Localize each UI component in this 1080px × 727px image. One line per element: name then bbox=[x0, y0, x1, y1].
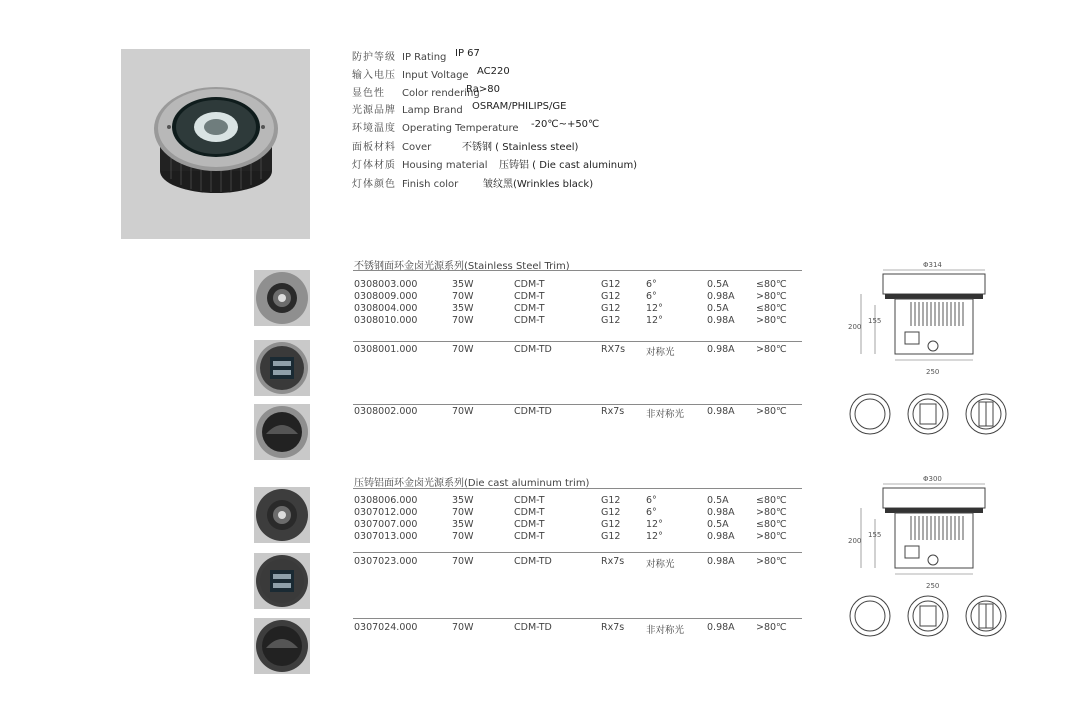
table-cell: ≤80℃ bbox=[756, 519, 787, 530]
product-thumbnail bbox=[254, 340, 310, 396]
spec-value: -20℃~+50℃ bbox=[531, 119, 600, 130]
table-cell: CDM-T bbox=[514, 279, 545, 290]
product-thumbnail bbox=[254, 487, 310, 543]
product-thumbnail bbox=[254, 270, 310, 326]
spec-label-cn: 输入电压 bbox=[352, 70, 396, 81]
product-thumbnail bbox=[254, 553, 310, 609]
spec-label-cn: 显色性 bbox=[352, 88, 385, 99]
table-cell: >80℃ bbox=[756, 291, 787, 302]
spec-row bbox=[352, 101, 463, 116]
table-cell: G12 bbox=[601, 519, 621, 530]
group-divider bbox=[353, 552, 802, 553]
table-cell: 0.98A bbox=[707, 406, 735, 417]
section-title: 压铸铝面环金卤光源系列(Die cast aluminum trim) bbox=[354, 478, 590, 489]
spec-value: IP 67 bbox=[455, 48, 480, 59]
spec-value: 压铸铝 ( Die cast aluminum) bbox=[499, 160, 638, 171]
spec-label-en: Housing material bbox=[402, 160, 488, 171]
dimension-label-height: 200 bbox=[848, 537, 862, 545]
front-view-drawings bbox=[848, 392, 1013, 438]
table-cell: 35W bbox=[452, 303, 474, 314]
group-divider bbox=[353, 404, 802, 405]
table-cell: Rx7s bbox=[601, 406, 625, 417]
spec-label-en: Operating Temperature bbox=[402, 123, 519, 134]
table-cell: Rx7s bbox=[601, 556, 625, 567]
table-cell: 0308002.000 bbox=[354, 406, 418, 417]
table-cell: CDM-T bbox=[514, 303, 545, 314]
table-cell: >80℃ bbox=[756, 622, 787, 633]
group-divider bbox=[353, 618, 802, 619]
table-cell: 70W bbox=[452, 344, 474, 355]
dimension-label-height: 200 bbox=[848, 323, 862, 331]
table-cell: CDM-TD bbox=[514, 344, 552, 355]
table-cell: CDM-TD bbox=[514, 622, 552, 633]
table-cell: 12° bbox=[646, 303, 663, 314]
table-cell: 70W bbox=[452, 556, 474, 567]
table-cell: RX7s bbox=[601, 344, 626, 355]
spec-label-en: Lamp Brand bbox=[402, 105, 463, 116]
table-cell: 0308009.000 bbox=[354, 291, 418, 302]
table-cell: 0.98A bbox=[707, 344, 735, 355]
table-cell: G12 bbox=[601, 531, 621, 542]
table-cell: 35W bbox=[452, 495, 474, 506]
table-cell: CDM-T bbox=[514, 495, 545, 506]
table-cell: 0.98A bbox=[707, 622, 735, 633]
table-cell: 0308006.000 bbox=[354, 495, 418, 506]
table-cell: 12° bbox=[646, 315, 663, 326]
dimension-label-width: 250 bbox=[926, 368, 940, 376]
spec-value: OSRAM/PHILIPS/GE bbox=[472, 101, 567, 112]
product-thumbnail bbox=[254, 404, 310, 460]
table-cell: 0307023.000 bbox=[354, 556, 418, 567]
table-cell: 0307024.000 bbox=[354, 622, 418, 633]
table-cell: 0308003.000 bbox=[354, 279, 418, 290]
table-cell: 35W bbox=[452, 279, 474, 290]
table-cell: 70W bbox=[452, 622, 474, 633]
dimension-label-diameter: Φ314 bbox=[923, 261, 942, 269]
spec-label-en: IP Rating bbox=[402, 52, 447, 63]
table-cell: ≤80℃ bbox=[756, 303, 787, 314]
table-cell: CDM-T bbox=[514, 531, 545, 542]
section-divider bbox=[353, 488, 802, 489]
spec-row bbox=[352, 175, 458, 190]
spec-label-cn: 光源品牌 bbox=[352, 105, 396, 116]
product-photo bbox=[121, 49, 310, 239]
table-cell: 0.98A bbox=[707, 291, 735, 302]
dimension-label-inner-height: 155 bbox=[868, 317, 882, 325]
table-cell: 0.5A bbox=[707, 519, 729, 530]
table-cell: >80℃ bbox=[756, 507, 787, 518]
spec-row bbox=[352, 119, 519, 134]
spec-label-en: Color rendering bbox=[402, 88, 480, 99]
table-cell: 对称光 bbox=[646, 347, 675, 358]
dimension-label-width: 250 bbox=[926, 582, 940, 590]
table-cell: ≤80℃ bbox=[756, 495, 787, 506]
spec-label-en: Input Voltage bbox=[402, 70, 469, 81]
table-cell: 70W bbox=[452, 507, 474, 518]
table-cell: 6° bbox=[646, 507, 657, 518]
section-divider bbox=[353, 270, 802, 271]
spec-row bbox=[352, 48, 446, 63]
table-cell: 0.98A bbox=[707, 531, 735, 542]
spec-value: AC220 bbox=[477, 66, 510, 77]
table-cell: CDM-T bbox=[514, 315, 545, 326]
table-cell: CDM-T bbox=[514, 291, 545, 302]
spec-row bbox=[352, 84, 480, 99]
table-cell: G12 bbox=[601, 507, 621, 518]
section-title: 不锈钢面环金卤光源系列(Stainless Steel Trim) bbox=[354, 261, 570, 272]
spec-label-cn: 防护等级 bbox=[352, 52, 396, 63]
spec-label-cn: 灯体颜色 bbox=[352, 179, 396, 190]
table-cell: CDM-TD bbox=[514, 556, 552, 567]
spec-label-en: Cover bbox=[402, 142, 432, 153]
table-cell: 非对称光 bbox=[646, 409, 685, 420]
spec-label-cn: 面板材料 bbox=[352, 142, 396, 153]
spec-label-cn: 灯体材质 bbox=[352, 160, 396, 171]
table-cell: 0308001.000 bbox=[354, 344, 418, 355]
spec-value: 不锈钢 ( Stainless steel) bbox=[462, 142, 579, 153]
group-divider bbox=[353, 341, 802, 342]
table-cell: 0307012.000 bbox=[354, 507, 418, 518]
table-cell: G12 bbox=[601, 315, 621, 326]
spec-row bbox=[352, 66, 469, 81]
table-cell: >80℃ bbox=[756, 531, 787, 542]
table-cell: CDM-T bbox=[514, 507, 545, 518]
table-cell: Rx7s bbox=[601, 622, 625, 633]
table-cell: 70W bbox=[452, 291, 474, 302]
spec-value: 皱纹黑(Wrinkles black) bbox=[483, 179, 594, 190]
table-cell: >80℃ bbox=[756, 556, 787, 567]
table-cell: 6° bbox=[646, 279, 657, 290]
table-cell: 0.98A bbox=[707, 556, 735, 567]
dimension-label-diameter: Φ300 bbox=[923, 475, 942, 483]
table-cell: 6° bbox=[646, 291, 657, 302]
product-thumbnail bbox=[254, 618, 310, 674]
table-cell: G12 bbox=[601, 303, 621, 314]
spec-label-en: Finish color bbox=[402, 179, 459, 190]
table-cell: 0.98A bbox=[707, 507, 735, 518]
table-cell: >80℃ bbox=[756, 406, 787, 417]
table-cell: G12 bbox=[601, 495, 621, 506]
table-cell: 对称光 bbox=[646, 559, 675, 570]
table-cell: 70W bbox=[452, 315, 474, 326]
table-cell: 0.5A bbox=[707, 495, 729, 506]
table-cell: 6° bbox=[646, 495, 657, 506]
table-cell: >80℃ bbox=[756, 344, 787, 355]
table-cell: 非对称光 bbox=[646, 625, 685, 636]
table-cell: 0.5A bbox=[707, 303, 729, 314]
table-cell: ≤80℃ bbox=[756, 279, 787, 290]
table-cell: 12° bbox=[646, 531, 663, 542]
table-cell: G12 bbox=[601, 291, 621, 302]
table-cell: CDM-TD bbox=[514, 406, 552, 417]
table-cell: 70W bbox=[452, 406, 474, 417]
table-cell: G12 bbox=[601, 279, 621, 290]
front-view-drawings bbox=[848, 594, 1013, 640]
spec-value: Ra>80 bbox=[466, 84, 500, 95]
table-cell: >80℃ bbox=[756, 315, 787, 326]
table-cell: 70W bbox=[452, 531, 474, 542]
table-cell: CDM-T bbox=[514, 519, 545, 530]
table-cell: 0307007.000 bbox=[354, 519, 418, 530]
table-cell: 0308004.000 bbox=[354, 303, 418, 314]
dimension-label-inner-height: 155 bbox=[868, 531, 882, 539]
table-cell: 0307013.000 bbox=[354, 531, 418, 542]
table-cell: 0.5A bbox=[707, 279, 729, 290]
table-cell: 12° bbox=[646, 519, 663, 530]
spec-row bbox=[352, 138, 431, 153]
spec-row bbox=[352, 156, 488, 171]
table-cell: 0308010.000 bbox=[354, 315, 418, 326]
table-cell: 35W bbox=[452, 519, 474, 530]
table-cell: 0.98A bbox=[707, 315, 735, 326]
spec-label-cn: 环境温度 bbox=[352, 123, 396, 134]
